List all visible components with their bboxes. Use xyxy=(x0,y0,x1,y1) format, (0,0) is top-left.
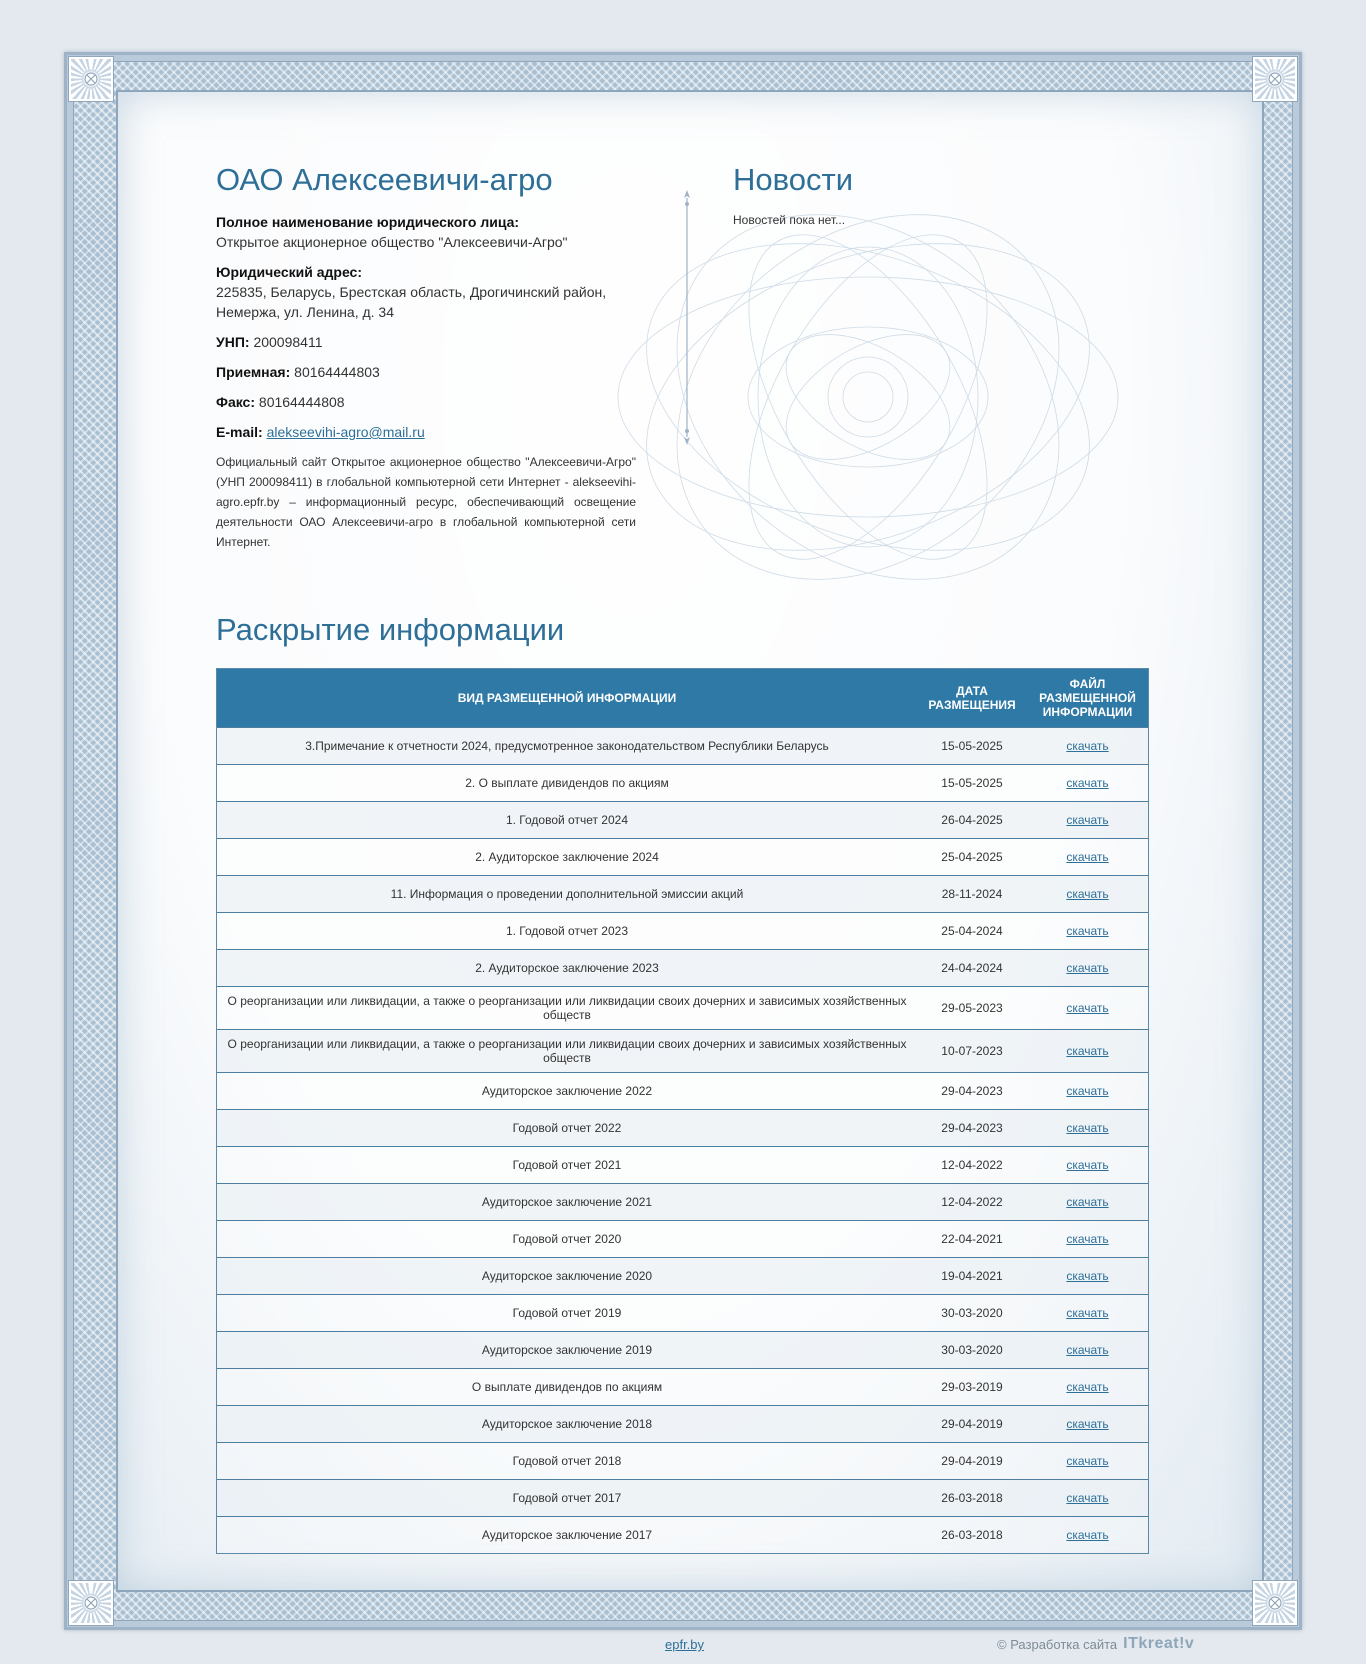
cell-info-type: Годовой отчет 2020 xyxy=(217,1221,917,1258)
download-link[interactable]: скачать xyxy=(1066,776,1109,790)
cell-file xyxy=(1027,1110,1148,1147)
address-block xyxy=(216,262,636,322)
table-row xyxy=(217,1030,1148,1073)
cell-file xyxy=(1027,913,1148,950)
full-name-value: Открытое акционерное общество "Алексеевичи-Агро" xyxy=(216,234,568,250)
cell-info-type: 1. Годовой отчет 2024 xyxy=(217,802,917,839)
download-link[interactable]: скачать xyxy=(1066,1158,1109,1172)
corner-ornament-icon xyxy=(1253,1581,1297,1625)
download-link[interactable]: скачать xyxy=(1066,1343,1109,1357)
cell-date: 29-05-2023 xyxy=(917,987,1027,1030)
cell-info-type: 1. Годовой отчет 2023 xyxy=(217,913,917,950)
table-row xyxy=(217,876,1148,913)
column-header-date: ДАТА РАЗМЕЩЕНИЯ xyxy=(917,669,1027,728)
cell-file xyxy=(1027,839,1148,876)
cell-date: 29-03-2019 xyxy=(917,1369,1027,1406)
full-name-label: Полное наименование юридического лица: xyxy=(216,214,520,230)
guilloche-decoration xyxy=(588,187,1148,607)
cell-date: 25-04-2025 xyxy=(917,839,1027,876)
download-link[interactable]: скачать xyxy=(1066,1232,1109,1246)
email-block xyxy=(216,422,636,442)
download-link[interactable]: скачать xyxy=(1066,1269,1109,1283)
cell-file xyxy=(1027,765,1148,802)
download-link[interactable]: скачать xyxy=(1066,1491,1109,1505)
cell-info-type: О реорганизации или ликвидации, а также о реорганизации или ликвидации своих дочерних и зависимых хозяйственных обществ xyxy=(217,987,917,1030)
cell-date: 28-11-2024 xyxy=(917,876,1027,913)
cell-info-type: Годовой отчет 2022 xyxy=(217,1110,917,1147)
download-link[interactable]: скачать xyxy=(1066,1528,1109,1542)
download-link[interactable]: скачать xyxy=(1066,1417,1109,1431)
table-row xyxy=(217,1443,1148,1480)
company-title: ОАО Алексеевичи-агро xyxy=(216,162,553,197)
cell-info-type: 3.Примечание к отчетности 2024, предусмотренное законодательством Республики Беларусь xyxy=(217,728,917,765)
full-name-block xyxy=(216,212,636,252)
download-link[interactable]: скачать xyxy=(1066,887,1109,901)
cell-file xyxy=(1027,1480,1148,1517)
download-link[interactable]: скачать xyxy=(1066,1380,1109,1394)
cell-info-type: 11. Информация о проведении дополнительной эмиссии акций xyxy=(217,876,917,913)
cell-file xyxy=(1027,950,1148,987)
cell-date: 29-04-2019 xyxy=(917,1406,1027,1443)
corner-ornament-icon xyxy=(69,57,113,101)
table-row xyxy=(217,1221,1148,1258)
cell-info-type: 2. Аудиторское заключение 2023 xyxy=(217,950,917,987)
cell-file xyxy=(1027,1369,1148,1406)
fax-label: Факс: xyxy=(216,394,256,410)
download-link[interactable]: скачать xyxy=(1066,961,1109,975)
cell-info-type: О выплате дивидендов по акциям xyxy=(217,1369,917,1406)
table-row xyxy=(217,987,1148,1030)
cell-date: 30-03-2020 xyxy=(917,1332,1027,1369)
cell-date: 29-04-2019 xyxy=(917,1443,1027,1480)
cell-date: 12-04-2022 xyxy=(917,1147,1027,1184)
cell-date: 29-04-2023 xyxy=(917,1073,1027,1110)
cell-date: 26-04-2025 xyxy=(917,802,1027,839)
table-row xyxy=(217,728,1148,765)
reception-label: Приемная: xyxy=(216,364,291,380)
cell-info-type: Годовой отчет 2017 xyxy=(217,1480,917,1517)
fax-block xyxy=(216,392,636,412)
cell-info-type: Годовой отчет 2019 xyxy=(217,1295,917,1332)
cell-info-type: О реорганизации или ликвидации, а также о реорганизации или ликвидации своих дочерних и зависимых хозяйственных обществ xyxy=(217,1030,917,1073)
table-row xyxy=(217,1184,1148,1221)
column-divider xyxy=(683,190,691,445)
table-row xyxy=(217,1073,1148,1110)
cell-file xyxy=(1027,1258,1148,1295)
cell-date: 15-05-2025 xyxy=(917,728,1027,765)
download-link[interactable]: скачать xyxy=(1066,924,1109,938)
cell-date: 19-04-2021 xyxy=(917,1258,1027,1295)
disclosure-title: Раскрытие информации xyxy=(216,612,565,647)
table-row xyxy=(217,1369,1148,1406)
table-row xyxy=(217,1480,1148,1517)
download-link[interactable]: скачать xyxy=(1066,1121,1109,1135)
table-row xyxy=(217,913,1148,950)
cell-file xyxy=(1027,876,1148,913)
cell-info-type: Аудиторское заключение 2018 xyxy=(217,1406,917,1443)
table-row xyxy=(217,1110,1148,1147)
fax-value: 80164444808 xyxy=(258,394,345,410)
cell-info-type: Годовой отчет 2021 xyxy=(217,1147,917,1184)
cell-file xyxy=(1027,1406,1148,1443)
cell-date: 12-04-2022 xyxy=(917,1184,1027,1221)
cell-file xyxy=(1027,1443,1148,1480)
unp-value: 200098411 xyxy=(253,334,323,350)
cell-info-type: 2. Аудиторское заключение 2024 xyxy=(217,839,917,876)
download-link[interactable]: скачать xyxy=(1066,739,1109,753)
cell-info-type: Аудиторское заключение 2019 xyxy=(217,1332,917,1369)
table-row xyxy=(217,1332,1148,1369)
table-row xyxy=(217,765,1148,802)
cell-file xyxy=(1027,1030,1148,1073)
cell-info-type: 2. О выплате дивидендов по акциям xyxy=(217,765,917,802)
disclosure-table-container xyxy=(216,668,1149,1554)
cell-file xyxy=(1027,1295,1148,1332)
footer-credit-text: © Разработка сайта xyxy=(997,1636,1118,1652)
cell-date: 10-07-2023 xyxy=(917,1030,1027,1073)
download-link[interactable]: скачать xyxy=(1066,813,1109,827)
site-description: Официальный сайт Открытое акционерное общество "Алексеевичи-Агро" (УНП 200098411) в глобальной компьютерной сети Интернет - alekseevihi-agro.epfr.by – информационный ресурс, обеспечивающий освещение деятельности ОАО Алексеевичи-агро в глобальной компьютерной сети Интернет. xyxy=(216,455,636,549)
table-row xyxy=(217,802,1148,839)
cell-date: 26-03-2018 xyxy=(917,1480,1027,1517)
unp-label: УНП: xyxy=(216,334,250,350)
cell-info-type: Аудиторское заключение 2021 xyxy=(217,1184,917,1221)
footer-credit xyxy=(997,1635,1194,1653)
corner-ornament-icon xyxy=(1253,57,1297,101)
company-info-column xyxy=(216,160,636,552)
cell-date: 26-03-2018 xyxy=(917,1517,1027,1554)
reception-block xyxy=(216,362,636,382)
cell-file xyxy=(1027,1073,1148,1110)
cell-file xyxy=(1027,728,1148,765)
cell-date: 24-04-2024 xyxy=(917,950,1027,987)
news-title: Новости xyxy=(733,162,854,197)
table-row xyxy=(217,1258,1148,1295)
download-link[interactable]: скачать xyxy=(1066,1454,1109,1468)
cell-date: 30-03-2020 xyxy=(917,1295,1027,1332)
cell-date: 15-05-2025 xyxy=(917,765,1027,802)
table-row xyxy=(217,1517,1148,1554)
cell-file xyxy=(1027,1332,1148,1369)
unp-block xyxy=(216,332,636,352)
cell-date: 29-04-2023 xyxy=(917,1110,1027,1147)
table-body xyxy=(217,728,1148,1554)
cell-file xyxy=(1027,1147,1148,1184)
download-link[interactable]: скачать xyxy=(1066,1001,1109,1015)
download-link[interactable]: скачать xyxy=(1066,1195,1109,1209)
news-empty-message: Новостей пока нет... xyxy=(733,213,846,227)
cell-file xyxy=(1027,1184,1148,1221)
download-link[interactable]: скачать xyxy=(1066,850,1109,864)
cell-info-type: Аудиторское заключение 2017 xyxy=(217,1517,917,1554)
reception-value: 80164444803 xyxy=(294,364,380,380)
email-label: E-mail: xyxy=(216,424,263,440)
cell-file xyxy=(1027,802,1148,839)
column-header-file: ФАЙЛ РАЗМЕЩЕННОЙ ИНФОРМАЦИИ xyxy=(1027,669,1148,728)
cell-info-type: Аудиторское заключение 2022 xyxy=(217,1073,917,1110)
cell-date: 25-04-2024 xyxy=(917,913,1027,950)
cell-file xyxy=(1027,1517,1148,1554)
disclosure-table xyxy=(217,669,1148,1553)
table-row xyxy=(217,1147,1148,1184)
download-link[interactable]: скачать xyxy=(1066,1306,1109,1320)
table-row xyxy=(217,1406,1148,1443)
table-row xyxy=(217,1295,1148,1332)
address-label: Юридический адрес: xyxy=(216,264,362,280)
cell-info-type: Аудиторское заключение 2020 xyxy=(217,1258,917,1295)
corner-ornament-icon xyxy=(69,1581,113,1625)
cell-file xyxy=(1027,1221,1148,1258)
download-link[interactable]: скачать xyxy=(1066,1084,1109,1098)
column-header-type: ВИД РАЗМЕЩЕННОЙ ИНФОРМАЦИИ xyxy=(217,669,917,728)
table-row xyxy=(217,950,1148,987)
cell-date: 22-04-2021 xyxy=(917,1221,1027,1258)
table-row xyxy=(217,839,1148,876)
table-header-row xyxy=(217,669,1148,728)
email-link[interactable]: alekseevihi-agro@mail.ru xyxy=(266,424,425,440)
cell-file xyxy=(1027,987,1148,1030)
cell-info-type: Годовой отчет 2018 xyxy=(217,1443,917,1480)
download-link[interactable]: скачать xyxy=(1066,1044,1109,1058)
address-value: 225835, Беларусь, Брестская область, Дрогичинский район, Немержа, ул. Ленина, д. 34 xyxy=(216,284,607,320)
news-column xyxy=(733,160,1133,228)
footer-epfr-link[interactable]: epfr.by xyxy=(665,1637,705,1652)
developer-logo[interactable]: ITkreat!v xyxy=(1123,1635,1195,1652)
